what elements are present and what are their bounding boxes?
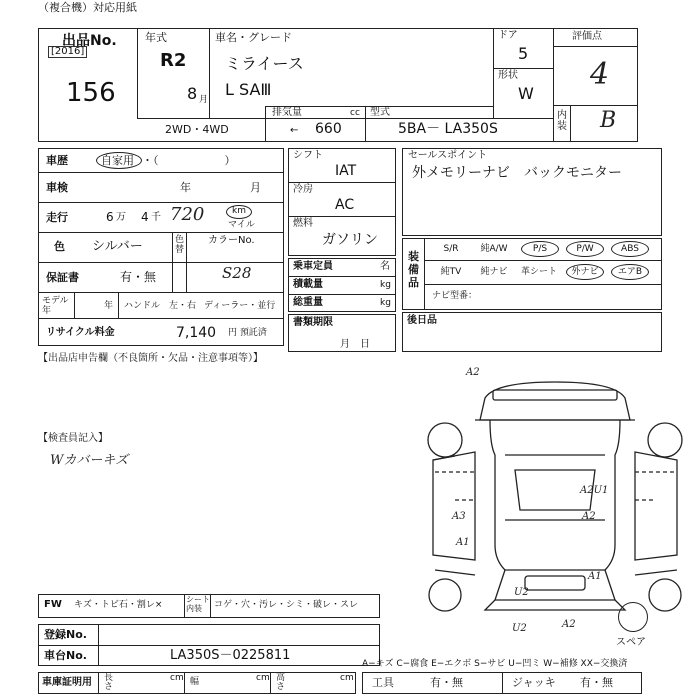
cert-length-unit: cm (170, 673, 184, 683)
car-grade: L SAⅢ (225, 80, 272, 99)
history-rest: ・（ ） (142, 154, 236, 167)
interior-value: B (600, 108, 617, 133)
handle-text: ハンドル 左・右 (124, 301, 197, 311)
jack-label: ジャッキ (512, 676, 556, 689)
lot-year-stamp: [2016] (48, 46, 87, 58)
chassis-value: LA350S－0225811 (170, 648, 291, 663)
nendo-month: 8 (187, 84, 198, 103)
later-block (402, 312, 662, 352)
mark-a2u1: A2U1 (580, 485, 609, 496)
car-diagram (415, 360, 695, 640)
chassis-label: 車台No. (44, 649, 87, 662)
drive-text: 2WD・4WD (165, 123, 229, 136)
cert-height-unit: cm (340, 673, 354, 683)
car-name: ミライース (225, 54, 304, 73)
legend-text: A−キズ C−腐食 E−エクボ S−サビ U−凹ミ W−補修 XX−交換済 (362, 659, 628, 669)
mark-a2-right: A2 (582, 511, 596, 522)
displacement-label: 排気量 (272, 107, 302, 118)
form-title: （複合機）対応用紙 (38, 1, 137, 14)
model-label: 型式 (370, 107, 390, 118)
gross-label: 総重量 (293, 297, 323, 308)
ac-label: 冷房 (293, 184, 313, 195)
color-value: シルバー (92, 239, 143, 254)
recycle-unit: 円 預託済 (228, 328, 267, 338)
fw-label: FW (44, 599, 62, 610)
equip-label: 装備品 (408, 250, 419, 290)
equip-airbag: エアB (617, 267, 643, 277)
mark-u2-bottom: U2 (514, 587, 529, 598)
shape-label: 形状 (498, 70, 518, 81)
door-label: ドア (498, 30, 518, 41)
nendo-era-year: R2 (160, 50, 187, 71)
model-value: 5BA－ LA350S (398, 121, 498, 137)
car-label: 車名・グレード (215, 31, 292, 44)
lot-label: 出品No. (62, 33, 117, 49)
load-label: 積載量 (293, 279, 323, 290)
mark-u2-lower: U2 (512, 623, 527, 634)
equip-ext-nav: 外ナビ (571, 267, 599, 277)
displacement-unit: cc (350, 108, 360, 118)
capacity-unit: 名 (380, 261, 390, 272)
equip-pw: P/W (576, 244, 594, 254)
capacity-label: 乗車定員 (293, 261, 333, 272)
mileage-sen: 4 (141, 210, 149, 224)
mark-a2-top: A2 (466, 367, 480, 378)
notes-label: 【出品店申告欄（不良箇所・欠品・注意事項等）】 (38, 353, 263, 364)
equip-abs: ABS (621, 244, 639, 254)
interior-label: 内装 (557, 110, 567, 132)
mileage-man: 6 (106, 210, 114, 224)
nendo-month-unit: 月 (199, 95, 209, 105)
recycle-value: 7,140 (176, 325, 217, 341)
inspection-label: 車検 (46, 181, 68, 194)
equip-nav-label: ナビ型番： (432, 291, 478, 301)
cert-height-label: 高さ (276, 673, 286, 692)
fw-seat-label: シート内装 (186, 595, 210, 613)
deadline-unit: 月 日 (340, 339, 370, 350)
mileage-mile: マイル (228, 220, 255, 230)
mileage-sen-unit: 千 (151, 212, 161, 223)
cert-width-label: 幅 (190, 677, 200, 687)
fw-text2: コゲ・穴・汚レ・シミ・破レ・スレ (214, 600, 359, 610)
tools-label: 工具 (372, 676, 394, 689)
tools-value: 有・無 (430, 676, 463, 689)
load-unit: kg (380, 280, 391, 290)
shape-value: W (518, 84, 534, 103)
warranty-label: 保証書 (46, 271, 79, 284)
shift-value: IAT (335, 163, 357, 179)
later-label: 後日品 (407, 315, 437, 326)
displacement-value: 660 (315, 121, 342, 137)
mark-a3: A3 (452, 511, 466, 522)
fw-text1: キズ・トビ石・割レ× (74, 600, 163, 610)
history-label: 車歴 (46, 154, 68, 167)
cert-label: 車庫証明用 (42, 677, 92, 688)
mark-a1-right: A1 (588, 571, 602, 582)
displacement-arrow: ← (290, 125, 299, 136)
model-year-unit: 年 (104, 301, 114, 311)
spare-icon (618, 602, 648, 632)
model-year-label: モデル年 (42, 296, 69, 316)
shift-label: シフト (293, 150, 323, 161)
inspector-handwritten: Wカバーキズ (50, 453, 129, 468)
mileage-hand: 720 (170, 204, 205, 225)
mark-a2-lower: A2 (562, 619, 576, 630)
inspection-year-unit: 年 (180, 181, 191, 194)
mileage-man-unit: 万 (116, 212, 126, 223)
equip-ps: P/S (532, 244, 548, 254)
warranty-value: 有・無 (120, 270, 157, 284)
registration-label: 登録No. (44, 628, 87, 641)
equip-nav: 純ナビ (480, 267, 508, 277)
color-no-value: S28 (222, 264, 252, 282)
recycle-label: リサイクル料金 (46, 327, 115, 338)
spare-label: スペア (616, 637, 646, 648)
nendo-label: 年式 (145, 31, 167, 44)
sales-block (402, 148, 662, 236)
equip-leather: 革シート (520, 267, 557, 277)
score-value: 4 (590, 57, 610, 92)
sales-text: 外メモリーナビ バックモニター (412, 165, 622, 181)
cert-length-label: 長さ (104, 673, 114, 692)
dealer-text: ディーラー・並行 (204, 301, 276, 311)
mark-a1-left: A1 (456, 537, 470, 548)
color-label: 色 (54, 240, 65, 253)
ac-value: AC (335, 197, 355, 213)
mileage-label: 走行 (46, 211, 68, 224)
jack-value: 有・無 (580, 676, 613, 689)
color-change-label: 色替 (175, 235, 185, 255)
lot-number: 156 (66, 78, 116, 108)
deadline-label: 書類期限 (293, 317, 333, 328)
sales-label: セールスポイント (408, 150, 488, 161)
fuel-label: 燃料 (293, 218, 313, 229)
equip-tv: 純TV (440, 267, 462, 277)
equip-alloy: 純A/W (480, 244, 508, 254)
color-no-label: カラーNo. (208, 235, 255, 246)
history-owner: 自家用 (101, 154, 134, 167)
cert-width-unit: cm (256, 673, 270, 683)
mileage-km: km (232, 206, 246, 216)
fuel-value: ガソリン (322, 232, 378, 248)
equip-sr: S/R (443, 244, 459, 254)
door-value: 5 (518, 44, 529, 63)
gross-unit: kg (380, 298, 391, 308)
inspector-label: 【検査員記入】 (38, 433, 108, 444)
inspection-month-unit: 月 (250, 181, 261, 194)
score-label: 評価点 (572, 31, 602, 42)
